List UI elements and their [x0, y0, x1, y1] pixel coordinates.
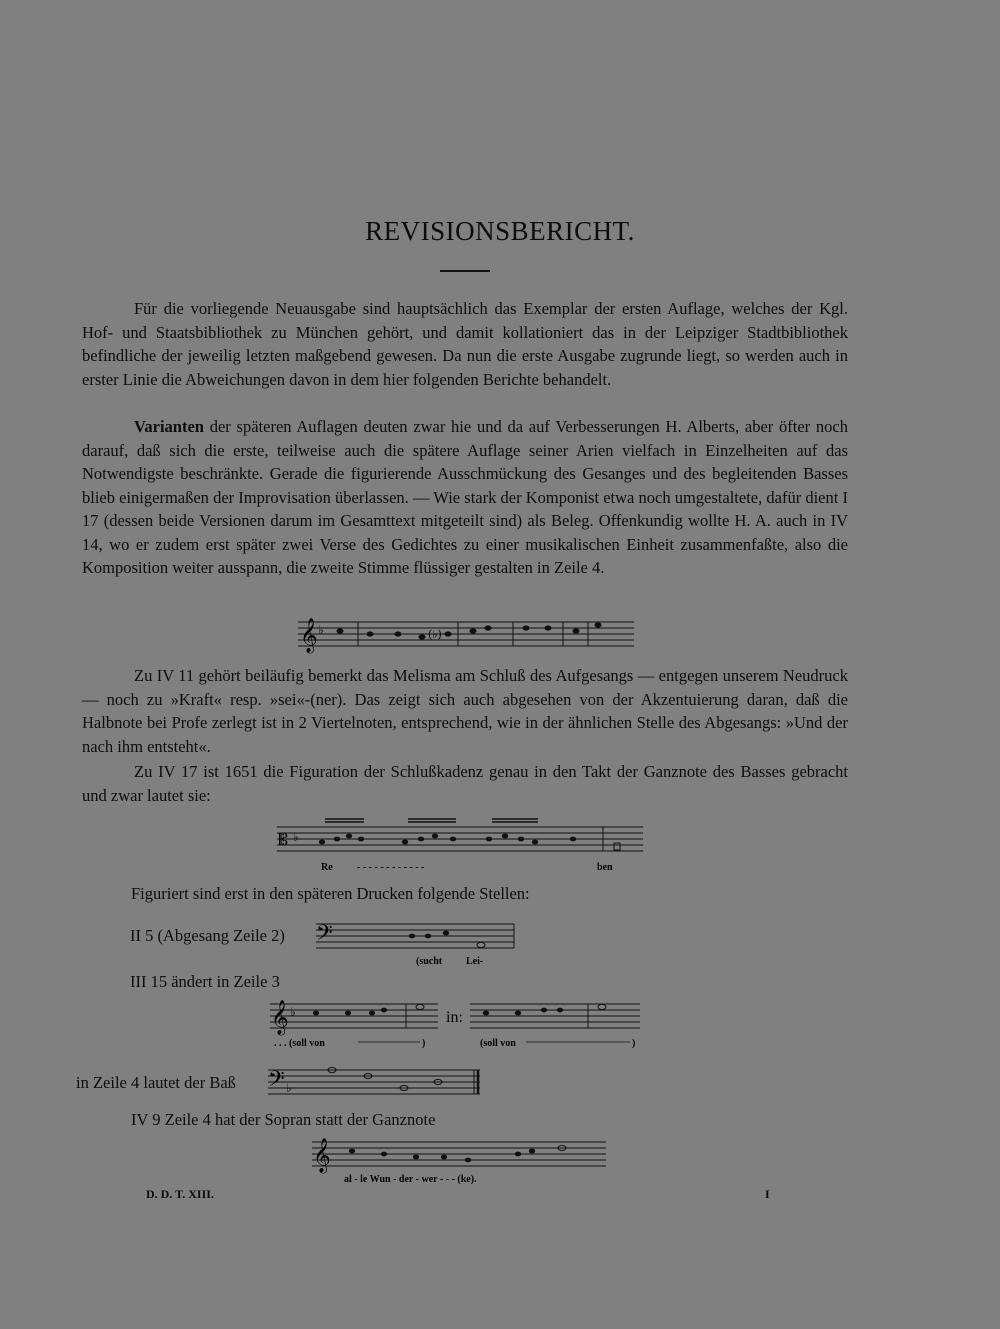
- example-2-lyric-first: Re: [321, 862, 333, 873]
- svg-text:♭: ♭: [293, 830, 299, 844]
- paragraph-iv17-text: Zu IV 17 ist 1651 die Figuration der Schlußkadenz genau in den Takt der Ganznote des Basses gebracht und zwar lautet sie:: [82, 762, 848, 805]
- example-3-lyric-b: Lei-: [466, 956, 484, 967]
- line-ii5: II 5 (Abgesang Zeile 2): [130, 926, 285, 945]
- title-rule: [440, 270, 490, 272]
- line-zeile4: in Zeile 4 lautet der Baß: [76, 1073, 236, 1092]
- example-6-lyrics: al - le Wun - der - wer - - - (ke).: [344, 1174, 477, 1185]
- svg-text:(♭): (♭): [428, 628, 442, 641]
- example-3-lyric-a: (sucht: [416, 956, 443, 967]
- paragraph-iv11: [82, 664, 848, 758]
- music-example-5: [268, 1062, 488, 1102]
- svg-text:♭: ♭: [318, 623, 324, 637]
- music-example-3: [316, 912, 516, 972]
- svg-text:𝄞: 𝄞: [271, 1000, 289, 1035]
- line-figuriert: Figuriert sind erst in den späteren Drucken folgende Stellen:: [131, 884, 530, 903]
- svg-text:♭: ♭: [286, 1081, 292, 1095]
- paragraph-intro: [82, 297, 848, 391]
- svg-text:♭: ♭: [290, 1005, 296, 1019]
- page-title: REVISIONSBERICHT.: [365, 216, 635, 246]
- example-4-lyric-a-end: ): [422, 1038, 426, 1049]
- music-example-6: [312, 1134, 612, 1188]
- line-iv9: IV 9 Zeile 4 hat der Sopran statt der Ganznote: [131, 1110, 436, 1129]
- svg-text:𝄞: 𝄞: [300, 618, 318, 653]
- paragraph-iv17: [82, 760, 848, 807]
- music-example-2: [277, 815, 647, 877]
- paragraph-varianten-lead: Varianten: [134, 417, 204, 436]
- example-4-lyric-a: . . . (soll von: [274, 1038, 325, 1049]
- paragraph-intro-text: Für die vorliegende Neuausgabe sind hauptsächlich das Exemplar der ersten Auflage, welches der Kgl. Hof- und Staatsbibliothek zu München gehört, und damit kollationiert das in der Leipziger Stadtbibliothek befindliche der jeweilig letzten maßgebend gewesen. Da nun die erste Ausgabe zugrunde liegt, so werden auch in erster Linie die Abweichungen davon in dem hier folgenden Berichte behandelt.: [82, 299, 848, 389]
- svg-text:𝄢: 𝄢: [316, 921, 333, 951]
- example-4-lyric-b: (soll von: [480, 1038, 516, 1049]
- example-4-lyric-b-end: ): [632, 1038, 636, 1049]
- example-2-lyric-last: ben: [597, 862, 613, 873]
- svg-text:𝄢: 𝄢: [268, 1067, 285, 1097]
- example-4-in-label: in:: [446, 1009, 463, 1026]
- music-example-4: [270, 996, 650, 1054]
- paragraph-varianten: [82, 415, 848, 580]
- svg-text:𝄡: 𝄡: [279, 830, 288, 849]
- paragraph-iv11-text: Zu IV 11 gehört beiläufig bemerkt das Melisma am Schluß des Aufgesangs — entgegen unserem Neudruck — noch zu »Kraft« resp. »sei«-(ner). Das zeigt sich auch abgesehen von der Akzentuierung daran, daß die Halbnote bei Profe zerlegt ist in 2 Viertelnoten, entsprechend, wie in der ähnlichen Stelle des Abgesangs: »Und der nach ihm entsteht«.: [82, 666, 848, 756]
- example-2-lyric-dashes: - - - - - - - - - - - -: [357, 862, 425, 873]
- footer-page-number: I: [765, 1187, 770, 1201]
- footer-series-label: D. D. T. XIII.: [146, 1187, 214, 1201]
- paragraph-varianten-text: der späteren Auflagen deuten zwar hie und da auf Verbesserungen H. Alberts, aber öfter noch darauf, daß sich die erste, teilweise auch die spätere Auflage seiner Arien vielfach in Einzelheiten auf das Notwendigste beschränkte. Gerade die figurierende Ausschmückung des Gesanges und des begleitenden Basses blieb einigermaßen der Improvisation überlassen. — Wie stark der Komponist etwa noch umgestaltete, dafür dient I 17 (dessen beide Versionen darum im Gesamttext mitgeteilt sind) als Beleg. Offenkundig wollte H. A. auch in IV 14, wo er zudem erst später zwei Verse des Gedichtes zu einer musikalischen Einheit zusammenfaßte, also die Komposition weiter ausspann, die zweite Stimme flüssiger gestalten in Zeile 4.: [82, 417, 848, 577]
- line-iii15: III 15 ändert in Zeile 3: [130, 972, 280, 991]
- music-example-1: [298, 614, 638, 656]
- svg-text:𝄞: 𝄞: [313, 1138, 331, 1173]
